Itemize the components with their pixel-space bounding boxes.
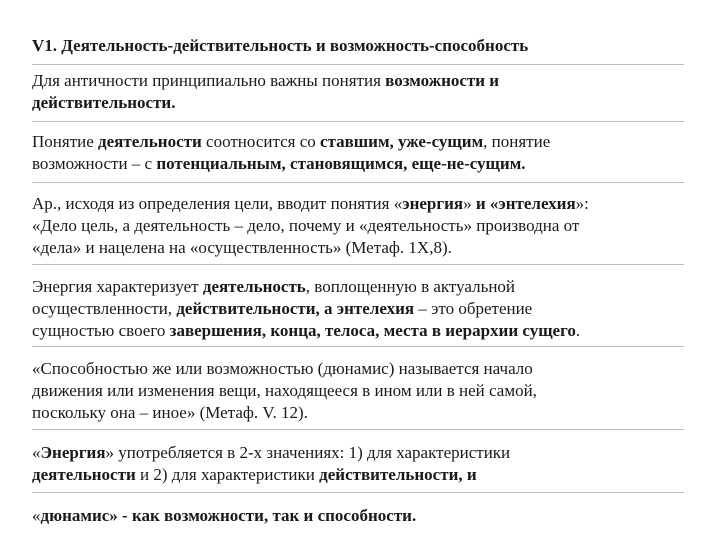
text-line: поскольку она – иное» (Метаф. V. 12). (32, 403, 308, 422)
bold-run: потенциальным, становящимся, еще-не-сущим. (156, 154, 526, 173)
bold-run: деятельность (202, 277, 306, 296)
bold-run: действительности, и (319, 465, 477, 484)
text-run: сущностью своего (32, 321, 170, 340)
text-line: «дела» и нацелена на «осуществленность» (Метаф. 1Х,8). (32, 238, 452, 257)
text-line (32, 320, 707, 342)
paragraph-energy-meanings (32, 442, 707, 486)
bold-run: ставшим, уже-сущим (320, 132, 484, 151)
text-run: » (463, 194, 476, 213)
text-run: соотносится со (201, 132, 321, 151)
paragraph-activity (32, 131, 707, 175)
text-line (32, 298, 707, 320)
paragraph-aristotle (32, 193, 707, 259)
text-run: , понятие (483, 132, 551, 151)
divider (32, 64, 684, 65)
divider (32, 264, 684, 265)
text-line: «Дело цель, а деятельность – дело, почему и «деятельность» производна от (32, 216, 580, 235)
divider (32, 182, 684, 183)
bold-run: завершения, конца, телоса, места в иерархии сущего (169, 321, 576, 340)
bold-run: действительности, а энтелехия (176, 299, 415, 318)
text-run: « (32, 506, 41, 525)
text-line (32, 131, 707, 153)
bold-run: энергия (402, 194, 464, 213)
bold-run: дюнамис» - как возможности, так и способности. (40, 506, 417, 525)
paragraph-dynamis (32, 358, 707, 424)
text-run: возможности – с (32, 154, 157, 173)
text-run: и 2) для характеристики (135, 465, 320, 484)
text-run: Ар., исходя из определения цели, вводит понятия « (32, 194, 403, 213)
text-run: » употребляется в 2-х значениях: 1) для характеристики (105, 443, 511, 462)
divider (32, 121, 684, 122)
text-run: . (575, 321, 581, 340)
text-line (32, 464, 707, 486)
bold-run: Энергия (40, 443, 106, 462)
bold-run: возможности и (385, 71, 500, 90)
text-line (32, 70, 707, 92)
text-line (32, 505, 707, 527)
text-run: « (32, 443, 41, 462)
text-line: «Способностью же или возможностью (дюнамис) называется начало (32, 359, 533, 378)
slide-title: V1. Деятельность-действительность и возможность-способность (32, 36, 529, 55)
paragraph-energy (32, 276, 707, 342)
text-line (32, 193, 707, 215)
text-run: , воплощенную в актуальной (305, 277, 516, 296)
text-run: »: (575, 194, 589, 213)
text-line (32, 276, 707, 298)
paragraph-dynamis-meanings (32, 505, 707, 527)
bold-run: деятельности (32, 465, 136, 484)
text-line: движения или изменения вещи, находящееся в ином или в ней самой, (32, 381, 537, 400)
paragraph-possibility (32, 70, 707, 114)
divider (32, 346, 684, 347)
bold-run: и «энтелехия (475, 194, 576, 213)
text-run: Понятие (32, 132, 99, 151)
text-run: – это обретение (414, 299, 533, 318)
divider (32, 492, 684, 493)
text-line (32, 153, 707, 175)
text-run: Для античности принципиально важны понятия (32, 71, 386, 90)
text-run: осуществленности, (32, 299, 177, 318)
bold-run: деятельности (98, 132, 202, 151)
text-line (32, 442, 707, 464)
divider (32, 429, 684, 430)
text-run: Энергия характеризует (32, 277, 203, 296)
bold-line: действительности. (32, 93, 176, 112)
